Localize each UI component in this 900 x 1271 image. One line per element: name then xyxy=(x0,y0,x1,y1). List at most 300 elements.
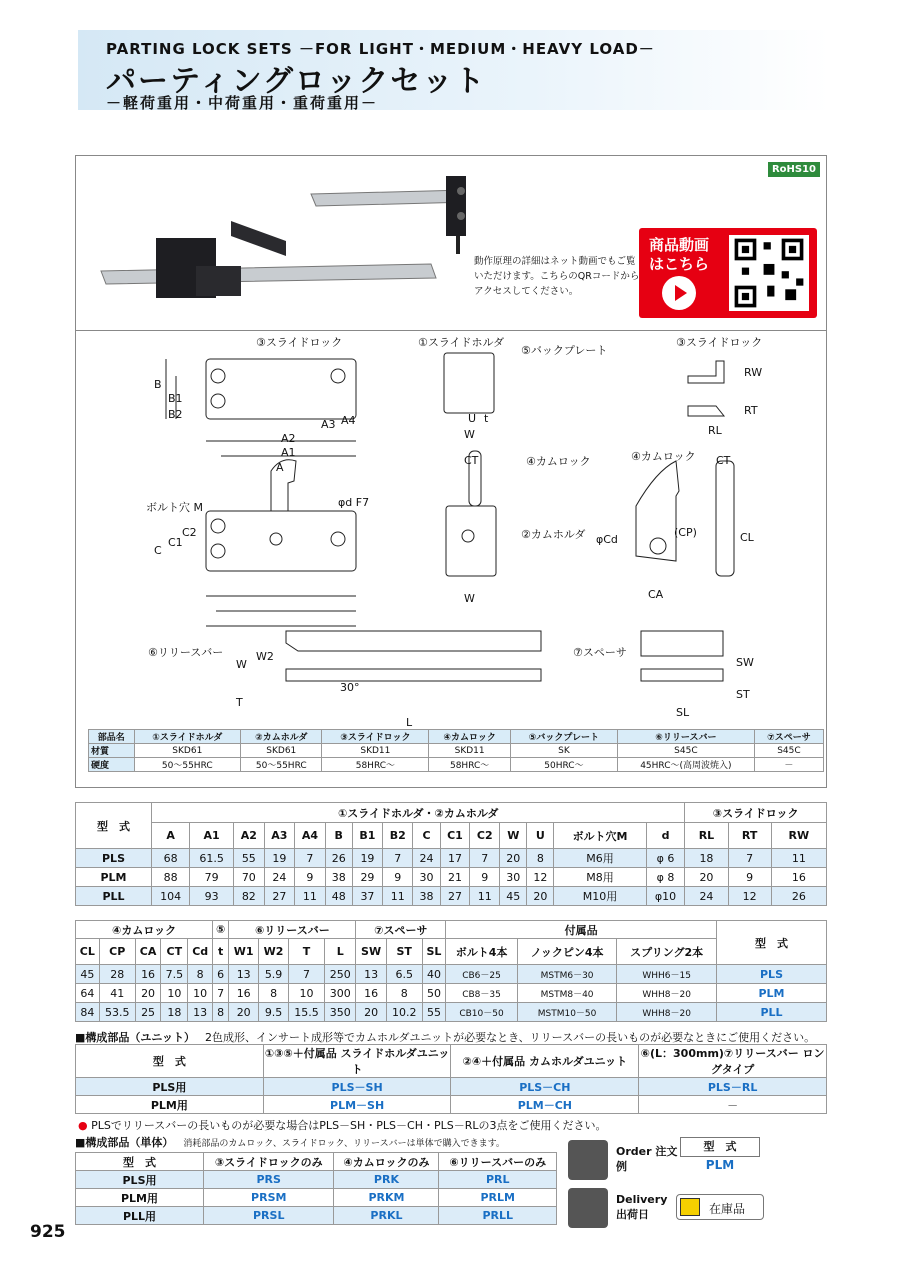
table-cell: PLM用 xyxy=(76,1096,264,1114)
t1-col-head: B xyxy=(325,823,352,849)
material-cell: SKD11 xyxy=(429,744,511,758)
table-cell: 15.5 xyxy=(289,1003,325,1022)
t2-group-sp: ⑦スペーサ xyxy=(356,921,446,939)
table-cell: 21 xyxy=(440,868,470,887)
dim-SL: SL xyxy=(676,706,690,719)
table-cell: 11 xyxy=(771,849,826,868)
dim-B2: B2 xyxy=(168,408,183,421)
t1-col-head: A2 xyxy=(234,823,265,849)
t1-col-head: ボルト穴M xyxy=(554,823,646,849)
table-cell: 68 xyxy=(152,849,190,868)
dimension-table-2 xyxy=(75,920,827,1022)
table-cell: 7 xyxy=(728,849,771,868)
table-cell: 9 xyxy=(383,868,413,887)
table-cell: 93 xyxy=(190,887,234,906)
single-header xyxy=(76,1153,557,1171)
t1-col-head: RL xyxy=(685,823,728,849)
table-cell: 104 xyxy=(152,887,190,906)
t1-col-head: C xyxy=(413,823,440,849)
table-cell: 55 xyxy=(422,1003,446,1022)
title-en: PARTING LOCK SETS －FOR LIGHT・MEDIUM・HEAVY LOAD－ xyxy=(106,40,655,58)
hardness-cell: 58HRC～ xyxy=(429,758,511,772)
t2-group-header xyxy=(76,921,827,939)
table-cell: 53.5 xyxy=(99,1003,135,1022)
table-row xyxy=(76,849,827,868)
label-phi-d: φd F7 xyxy=(338,496,370,509)
table-cell: 7 xyxy=(289,965,325,984)
table-cell: PRSM xyxy=(204,1189,334,1207)
table-cell: 6.5 xyxy=(386,965,422,984)
stock-label: 在庫品 xyxy=(709,1202,746,1216)
table-cell: 13 xyxy=(356,965,386,984)
materials-table xyxy=(88,729,824,772)
t1-group-header xyxy=(76,803,827,823)
label-cam-holder: ②カムホルダ xyxy=(521,528,586,541)
material-cell: S45C xyxy=(617,744,754,758)
table-cell: 40 xyxy=(422,965,446,984)
video-button-label: 商品動画はこちら xyxy=(649,236,710,273)
t2-col-head: ボルト4本 xyxy=(446,939,518,965)
table-cell: PLL xyxy=(717,1003,827,1022)
table-cell: 26 xyxy=(771,887,826,906)
table-cell: 88 xyxy=(152,868,190,887)
label-slide-holder: ①スライドホルダ xyxy=(418,336,505,349)
dim-A: A xyxy=(276,461,284,474)
table-cell: 18 xyxy=(161,1003,188,1022)
dim-RL: RL xyxy=(708,424,722,437)
t2-col-head: W2 xyxy=(259,939,289,965)
dim-B: B xyxy=(154,378,162,391)
t2-col-head: W1 xyxy=(229,939,259,965)
table-cell: 19 xyxy=(352,849,382,868)
dim-C2: C2 xyxy=(182,526,197,539)
hardness-cell: 58HRC～ xyxy=(322,758,429,772)
table-cell: 8 xyxy=(188,965,213,984)
t1-col-head: d xyxy=(646,823,685,849)
table-cell: 50 xyxy=(422,984,446,1003)
t2-col-head: ノックピン4本 xyxy=(517,939,616,965)
table-row xyxy=(76,984,827,1003)
unit-col3: ⑥(L：300mm)⑦リリースバー ロングタイプ xyxy=(639,1045,827,1078)
table-cell: PLS xyxy=(76,849,152,868)
table-cell: 7 xyxy=(470,849,500,868)
dim-CT-2: CT xyxy=(716,454,731,467)
play-icon xyxy=(662,276,696,310)
dim-SW: SW xyxy=(736,656,754,669)
t2-col-head: SW xyxy=(356,939,386,965)
dim-RT: RT xyxy=(744,404,758,417)
table-row xyxy=(76,1207,557,1225)
t2-col-head: CP xyxy=(99,939,135,965)
unit-header xyxy=(76,1045,827,1078)
table-row xyxy=(76,1096,827,1114)
table-cell: 37 xyxy=(352,887,382,906)
t1-col-head: A xyxy=(152,823,190,849)
t2-col-head: CA xyxy=(135,939,161,965)
t2-col-head: ST xyxy=(386,939,422,965)
rohs-badge: RoHS10 xyxy=(768,162,820,177)
table-cell: 30 xyxy=(413,868,440,887)
table-cell: CB10－50 xyxy=(446,1003,518,1022)
t1-col-header xyxy=(76,823,827,849)
t2-col-head: スプリング2本 xyxy=(617,939,717,965)
dim-RW: RW xyxy=(744,366,763,379)
order-example xyxy=(568,1140,678,1180)
table-cell: 20 xyxy=(527,887,554,906)
label-release-bar: ⑥リリースバー xyxy=(148,646,224,659)
dim-W2: W2 xyxy=(256,650,274,663)
table-cell: M10用 xyxy=(554,887,646,906)
t2-col-header xyxy=(76,939,827,965)
table-row xyxy=(76,965,827,984)
label-slide-lock: ③スライドロック xyxy=(256,336,343,349)
table-cell: 30 xyxy=(500,868,527,887)
product-figure-box xyxy=(75,155,827,788)
table-cell: PLM用 xyxy=(76,1189,204,1207)
video-note: 動作原理の詳細はネット動画でもご覧いただけます。こちらのQRコードからアクセスしてください。 xyxy=(474,256,640,297)
table-cell: 17 xyxy=(440,849,470,868)
table-cell: 20 xyxy=(685,868,728,887)
unit-col1: ①③⑤＋付属品 スライドホルダユニット xyxy=(263,1045,451,1078)
table-cell: 9.5 xyxy=(259,1003,289,1022)
table-cell: － xyxy=(639,1096,827,1114)
table-cell: 7 xyxy=(213,984,229,1003)
t2-col-head: CL xyxy=(76,939,100,965)
t2-group-bp: ⑤ xyxy=(213,921,229,939)
label-angle: 30° xyxy=(340,681,360,694)
table-cell: PLS用 xyxy=(76,1171,204,1189)
t1-col-head: A3 xyxy=(264,823,295,849)
dim-ST: ST xyxy=(736,688,750,701)
stock-badge xyxy=(676,1194,764,1220)
table-cell: 55 xyxy=(234,849,265,868)
t2-model-label: 型 式 xyxy=(717,921,827,965)
dim-W-cam: W xyxy=(464,592,475,605)
table-cell: 45 xyxy=(76,965,100,984)
table-cell: 7.5 xyxy=(161,965,188,984)
table-cell: MSTM10－50 xyxy=(517,1003,616,1022)
table-cell: 12 xyxy=(527,868,554,887)
table-row xyxy=(76,868,827,887)
dim-CT: CT xyxy=(464,454,479,467)
table-cell: 20 xyxy=(500,849,527,868)
table-cell: 300 xyxy=(325,984,356,1003)
table-cell: PRL xyxy=(439,1171,557,1189)
table-cell: 8 xyxy=(259,984,289,1003)
table-cell: PRKM xyxy=(334,1189,439,1207)
hardness-cell: 50～55HRC xyxy=(134,758,241,772)
table-cell: 9 xyxy=(470,868,500,887)
single-col2: ④カムロックのみ xyxy=(334,1153,439,1171)
t2-col-head: L xyxy=(325,939,356,965)
table-cell: 16 xyxy=(771,868,826,887)
table-cell: PLM xyxy=(717,984,827,1003)
table-cell: 70 xyxy=(234,868,265,887)
table-cell: 48 xyxy=(325,887,352,906)
label-cam-lock: ④カムロック xyxy=(526,455,591,468)
t2-col-head: t xyxy=(213,939,229,965)
table-cell: M8用 xyxy=(554,868,646,887)
table-cell: PLS xyxy=(717,965,827,984)
page-header xyxy=(78,30,830,110)
table-cell: PRKL xyxy=(334,1207,439,1225)
material-cell: SKD11 xyxy=(322,744,429,758)
table-cell: M6用 xyxy=(554,849,646,868)
table-cell: 24 xyxy=(413,849,440,868)
table-row xyxy=(76,887,827,906)
t1-col-head: RW xyxy=(771,823,826,849)
table-cell: PLM－CH xyxy=(451,1096,639,1114)
dim-W: W xyxy=(464,428,475,441)
table-cell: CB8－35 xyxy=(446,984,518,1003)
table-cell: 10.2 xyxy=(386,1003,422,1022)
subtitle: －軽荷重用・中荷重用・重荷重用－ xyxy=(106,94,379,112)
table-cell: 10 xyxy=(161,984,188,1003)
page-number: 925 xyxy=(30,1222,66,1242)
hardness-row xyxy=(89,758,824,772)
table-cell: 38 xyxy=(413,887,440,906)
table-cell: WHH8－20 xyxy=(617,1003,717,1022)
t2-col-head: Cd xyxy=(188,939,213,965)
single-model-label: 型 式 xyxy=(76,1153,204,1171)
label-back-plate: ⑤バックプレート xyxy=(521,344,608,357)
materials-header-cell: 部品名 xyxy=(89,730,135,744)
material-cell: SKD61 xyxy=(134,744,241,758)
dim-A4: A4 xyxy=(341,414,356,427)
unit-section-title xyxy=(75,1029,815,1045)
table-cell: PRSL xyxy=(204,1207,334,1225)
table-cell: 41 xyxy=(99,984,135,1003)
table-cell: 8 xyxy=(527,849,554,868)
table-cell: 24 xyxy=(685,887,728,906)
t2-col-head: SL xyxy=(422,939,446,965)
table-cell: 7 xyxy=(295,849,326,868)
dim-L: L xyxy=(406,716,413,729)
delivery-label: Delivery 出荷日 xyxy=(616,1193,668,1221)
dim-C1: C1 xyxy=(168,536,183,549)
hardness-cell: － xyxy=(754,758,823,772)
single-note: 消耗部品のカムロック、スライドロック、リリースバーは単体で購入できます。 xyxy=(183,1139,505,1149)
table-cell: 16 xyxy=(135,965,161,984)
table-cell: PLL用 xyxy=(76,1207,204,1225)
table-cell: PLS－CH xyxy=(451,1078,639,1096)
material-row xyxy=(89,744,824,758)
table-cell: MSTM8－40 xyxy=(517,984,616,1003)
table-cell: 9 xyxy=(728,868,771,887)
table-cell: WHH8－20 xyxy=(617,984,717,1003)
materials-header-cell: ③スライドロック xyxy=(322,730,429,744)
t1-col-head: B2 xyxy=(383,823,413,849)
label-cam-lock-2: ④カムロック xyxy=(631,450,696,463)
table-cell: PLM xyxy=(76,868,152,887)
material-cell: SK xyxy=(510,744,617,758)
video-button[interactable] xyxy=(639,228,817,318)
table-cell: PRS xyxy=(204,1171,334,1189)
t1-col-head: A4 xyxy=(295,823,326,849)
hardness-label: 硬度 xyxy=(89,758,135,772)
materials-header-cell: ①スライドホルダ xyxy=(134,730,241,744)
table-cell: 16 xyxy=(229,984,259,1003)
table-cell: 45 xyxy=(500,887,527,906)
t1-col-head: A1 xyxy=(190,823,234,849)
order-label: Order 注文例 xyxy=(616,1145,678,1173)
single-title: ■構成部品（単体） xyxy=(75,1136,174,1149)
t1-col-head: W xyxy=(500,823,527,849)
table-row xyxy=(76,1171,557,1189)
t1-col-head: B1 xyxy=(352,823,382,849)
table-cell: 10 xyxy=(289,984,325,1003)
tip-text xyxy=(78,1117,607,1133)
label-phi-cd: φCd xyxy=(596,533,618,546)
dimension-table-1 xyxy=(75,802,827,906)
single-col3: ⑥リリースバーのみ xyxy=(439,1153,557,1171)
table-cell: 11 xyxy=(383,887,413,906)
table-cell: 20 xyxy=(356,1003,386,1022)
dim-CL: CL xyxy=(740,531,754,544)
table-cell: 29 xyxy=(352,868,382,887)
dim-CP: (CP) xyxy=(674,526,697,539)
table-cell: CB6－25 xyxy=(446,965,518,984)
materials-header-cell: ⑦スペーサ xyxy=(754,730,823,744)
table-cell: 11 xyxy=(295,887,326,906)
table-cell: 8 xyxy=(386,984,422,1003)
t1-col-head: C1 xyxy=(440,823,470,849)
single-section-title xyxy=(75,1134,505,1150)
table-cell: 64 xyxy=(76,984,100,1003)
unit-model-label: 型 式 xyxy=(76,1045,264,1078)
table-row xyxy=(76,1003,827,1022)
table-cell: 16 xyxy=(356,984,386,1003)
unit-table xyxy=(75,1044,827,1114)
table-cell: 24 xyxy=(264,868,295,887)
table-cell: WHH6－15 xyxy=(617,965,717,984)
table-cell: 10 xyxy=(188,984,213,1003)
t1-col-head: U xyxy=(527,823,554,849)
dim-U: U xyxy=(468,412,477,425)
t1-model-label: 型 式 xyxy=(76,803,152,849)
product-photo xyxy=(86,166,466,316)
t2-col-head: T xyxy=(289,939,325,965)
table-cell: 13 xyxy=(229,965,259,984)
table-cell: 18 xyxy=(685,849,728,868)
unit-col2: ②④＋付属品 カムホルダユニット xyxy=(451,1045,639,1078)
table-cell: 25 xyxy=(135,1003,161,1022)
t1-group1: ①スライドホルダ・②カムホルダ xyxy=(152,803,685,823)
dim-A2: A2 xyxy=(281,432,296,445)
single-table xyxy=(75,1152,557,1225)
table-cell: 13 xyxy=(188,1003,213,1022)
unit-title: ■構成部品（ユニット） xyxy=(75,1031,195,1044)
t2-col-head: CT xyxy=(161,939,188,965)
dim-A3: A3 xyxy=(321,418,336,431)
order-model: PLM xyxy=(705,1158,735,1172)
truck-icon xyxy=(568,1188,608,1228)
qr-code-icon[interactable] xyxy=(729,235,809,311)
delivery xyxy=(568,1188,678,1228)
table-cell: 26 xyxy=(325,849,352,868)
table-cell: PRLM xyxy=(439,1189,557,1207)
table-cell: 27 xyxy=(440,887,470,906)
single-col1: ③スライドロックのみ xyxy=(204,1153,334,1171)
table-cell: PLS－RL xyxy=(639,1078,827,1096)
table-cell: 20 xyxy=(229,1003,259,1022)
material-cell: S45C xyxy=(754,744,823,758)
table-cell: MSTM6－30 xyxy=(517,965,616,984)
table-cell: PRK xyxy=(334,1171,439,1189)
table-cell: 20 xyxy=(135,984,161,1003)
hardness-cell: 50～55HRC xyxy=(241,758,322,772)
t2-group-rb: ⑥リリースバー xyxy=(229,921,356,939)
table-cell: 9 xyxy=(295,868,326,887)
table-cell: 19 xyxy=(264,849,295,868)
table-cell: 27 xyxy=(264,887,295,906)
t1-col-head: RT xyxy=(728,823,771,849)
t1-col-head: C2 xyxy=(470,823,500,849)
table-cell: φ 6 xyxy=(646,849,685,868)
table-cell: PLS用 xyxy=(76,1078,264,1096)
materials-header-cell: ④カムロック xyxy=(429,730,511,744)
material-label: 材質 xyxy=(89,744,135,758)
hardness-cell: 45HRC～(高周波焼入) xyxy=(617,758,754,772)
table-row xyxy=(76,1189,557,1207)
order-model-label: 型 式 xyxy=(680,1137,760,1157)
table-row xyxy=(76,1078,827,1096)
table-cell: 61.5 xyxy=(190,849,234,868)
dim-T: T xyxy=(236,696,243,709)
dim-t: t xyxy=(484,412,489,425)
t2-group-cam: ④カムロック xyxy=(76,921,213,939)
table-cell: 84 xyxy=(76,1003,100,1022)
dim-B1: B1 xyxy=(168,392,183,405)
label-slide-lock-2: ③スライドロック xyxy=(676,336,763,349)
materials-header-cell: ⑤バックプレート xyxy=(510,730,617,744)
tip-icon: ● xyxy=(78,1119,88,1132)
table-cell: 8 xyxy=(213,1003,229,1022)
table-cell: PLS－SH xyxy=(263,1078,451,1096)
phone-icon xyxy=(568,1140,608,1180)
table-cell: 6 xyxy=(213,965,229,984)
t2-group-acc: 付属品 xyxy=(446,921,717,939)
table-cell: 79 xyxy=(190,868,234,887)
t1-group2: ③スライドロック xyxy=(685,803,827,823)
table-cell: 82 xyxy=(234,887,265,906)
dim-A1: A1 xyxy=(281,446,296,459)
table-cell: φ10 xyxy=(646,887,685,906)
hardness-cell: 50HRC～ xyxy=(510,758,617,772)
box-icon xyxy=(680,1198,700,1216)
table-cell: 11 xyxy=(470,887,500,906)
table-cell: 28 xyxy=(99,965,135,984)
table-cell: PLL xyxy=(76,887,152,906)
material-cell: SKD61 xyxy=(241,744,322,758)
materials-header-cell: ⑥リリースバー xyxy=(617,730,754,744)
materials-header-cell: ②カムホルダ xyxy=(241,730,322,744)
label-spacer: ⑦スペーサ xyxy=(573,646,627,659)
table-cell: PRLL xyxy=(439,1207,557,1225)
table-cell: 350 xyxy=(325,1003,356,1022)
table-cell: 12 xyxy=(728,887,771,906)
dim-CA: CA xyxy=(648,588,664,601)
page-title: パーティングロックセット xyxy=(106,64,487,99)
table-cell: PLM－SH xyxy=(263,1096,451,1114)
table-cell: φ 8 xyxy=(646,868,685,887)
unit-note: 2色成形、インサート成形等でカムホルダユニットが必要なとき、リリースバーの長いものが必要なときにご使用ください。 xyxy=(204,1031,816,1044)
tip-content: PLSでリリースバーの長いものが必要な場合はPLS－SH・PLS－CH・PLS－RLの3点をご使用ください。 xyxy=(91,1119,607,1132)
dim-W-bar: W xyxy=(236,658,247,671)
dim-C: C xyxy=(154,544,162,557)
table-cell: 5.9 xyxy=(259,965,289,984)
table-cell: 38 xyxy=(325,868,352,887)
